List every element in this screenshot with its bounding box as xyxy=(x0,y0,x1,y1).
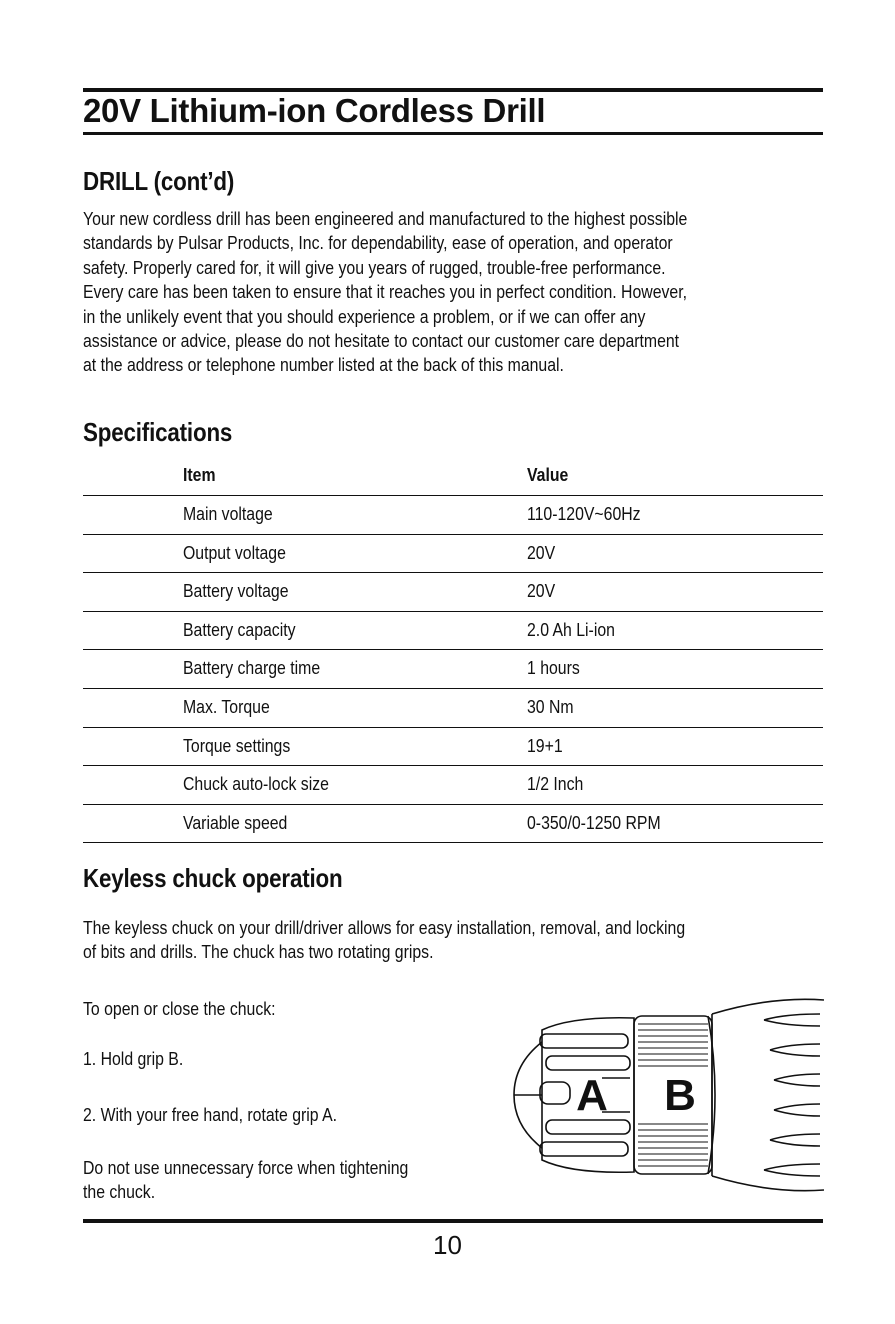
spec-item: Max. Torque xyxy=(183,695,270,717)
grip-a-label: A xyxy=(576,1071,608,1120)
spec-value: 110-120V~60Hz xyxy=(527,503,641,524)
table-row xyxy=(83,535,823,574)
grip-b-label: B xyxy=(664,1071,696,1120)
spec-item: Chuck auto-lock size xyxy=(183,773,329,795)
spec-item: Battery capacity xyxy=(183,618,296,640)
intro-line: in the unlikely event that you should experience a problem, or if we can offer any xyxy=(83,305,646,327)
spec-item: Battery charge time xyxy=(183,657,321,679)
spec-item: Battery voltage xyxy=(183,580,289,602)
table-row xyxy=(83,612,823,651)
spec-value: 2.0 Ah Li-ion xyxy=(527,618,615,640)
step-2: 2. With your free hand, rotate grip A. xyxy=(83,1104,338,1125)
bottom-rule xyxy=(83,1219,823,1223)
specifications-table xyxy=(83,460,823,843)
title-rule xyxy=(83,132,823,135)
section-heading-specifications: Specifications xyxy=(83,417,233,447)
spec-value: 20V xyxy=(527,541,556,563)
keyless-line: The keyless chuck on your drill/driver allows for easy installation, removal, and locking xyxy=(83,917,686,938)
spec-item: Main voltage xyxy=(183,503,273,524)
intro-paragraph xyxy=(83,207,823,378)
table-row xyxy=(83,496,823,535)
table-row xyxy=(83,805,823,844)
spec-value: 1 hours xyxy=(527,657,580,679)
intro-line: Your new cordless drill has been engineered and manufactured to the highest possible xyxy=(83,208,688,229)
spec-value: 30 Nm xyxy=(527,695,574,717)
intro-line: assistance or advice, please do not hesitate to contact our customer care department xyxy=(83,330,680,352)
table-row xyxy=(83,573,823,612)
spec-value: 1/2 Inch xyxy=(527,773,584,795)
table-row xyxy=(83,650,823,689)
intro-line: safety. Properly cared for, it will give you years of rugged, trouble-free performance. xyxy=(83,256,666,278)
document-title: 20V Lithium-ion Cordless Drill xyxy=(83,92,546,129)
column-header-value: Value xyxy=(527,464,569,485)
intro-line: Every care has been taken to ensure that it reaches you in perfect condition. However, xyxy=(83,281,687,303)
spec-item: Torque settings xyxy=(183,734,291,756)
chuck-illustration xyxy=(512,994,824,1196)
spec-value: 19+1 xyxy=(527,734,563,756)
open-close-instruction: To open or close the chuck: xyxy=(83,998,276,1019)
intro-line: at the address or telephone number listed at the back of this manual. xyxy=(83,354,564,376)
warning-line-1: Do not use unnecessary force when tightening xyxy=(83,1157,409,1178)
table-row xyxy=(83,766,823,805)
table-row xyxy=(83,728,823,767)
section-heading-keyless-chuck: Keyless chuck operation xyxy=(83,863,343,893)
spec-value: 20V xyxy=(527,580,556,602)
column-header-item: Item xyxy=(183,464,216,485)
table-row xyxy=(83,689,823,728)
spec-item: Variable speed xyxy=(183,811,288,833)
keyless-paragraph xyxy=(83,916,823,965)
table-header-row xyxy=(83,460,823,496)
warning-line-2: the chuck. xyxy=(83,1181,156,1202)
intro-line: standards by Pulsar Products, Inc. for dependability, ease of operation, and operator xyxy=(83,232,673,254)
step-1: 1. Hold grip B. xyxy=(83,1048,184,1069)
page-number: 10 xyxy=(433,1230,462,1260)
keyless-line: of bits and drills. The chuck has two rotating grips. xyxy=(83,941,434,963)
section-heading-drill: DRILL (cont’d) xyxy=(83,166,235,196)
spec-value: 0-350/0-1250 RPM xyxy=(527,811,661,833)
spec-item: Output voltage xyxy=(183,541,286,563)
